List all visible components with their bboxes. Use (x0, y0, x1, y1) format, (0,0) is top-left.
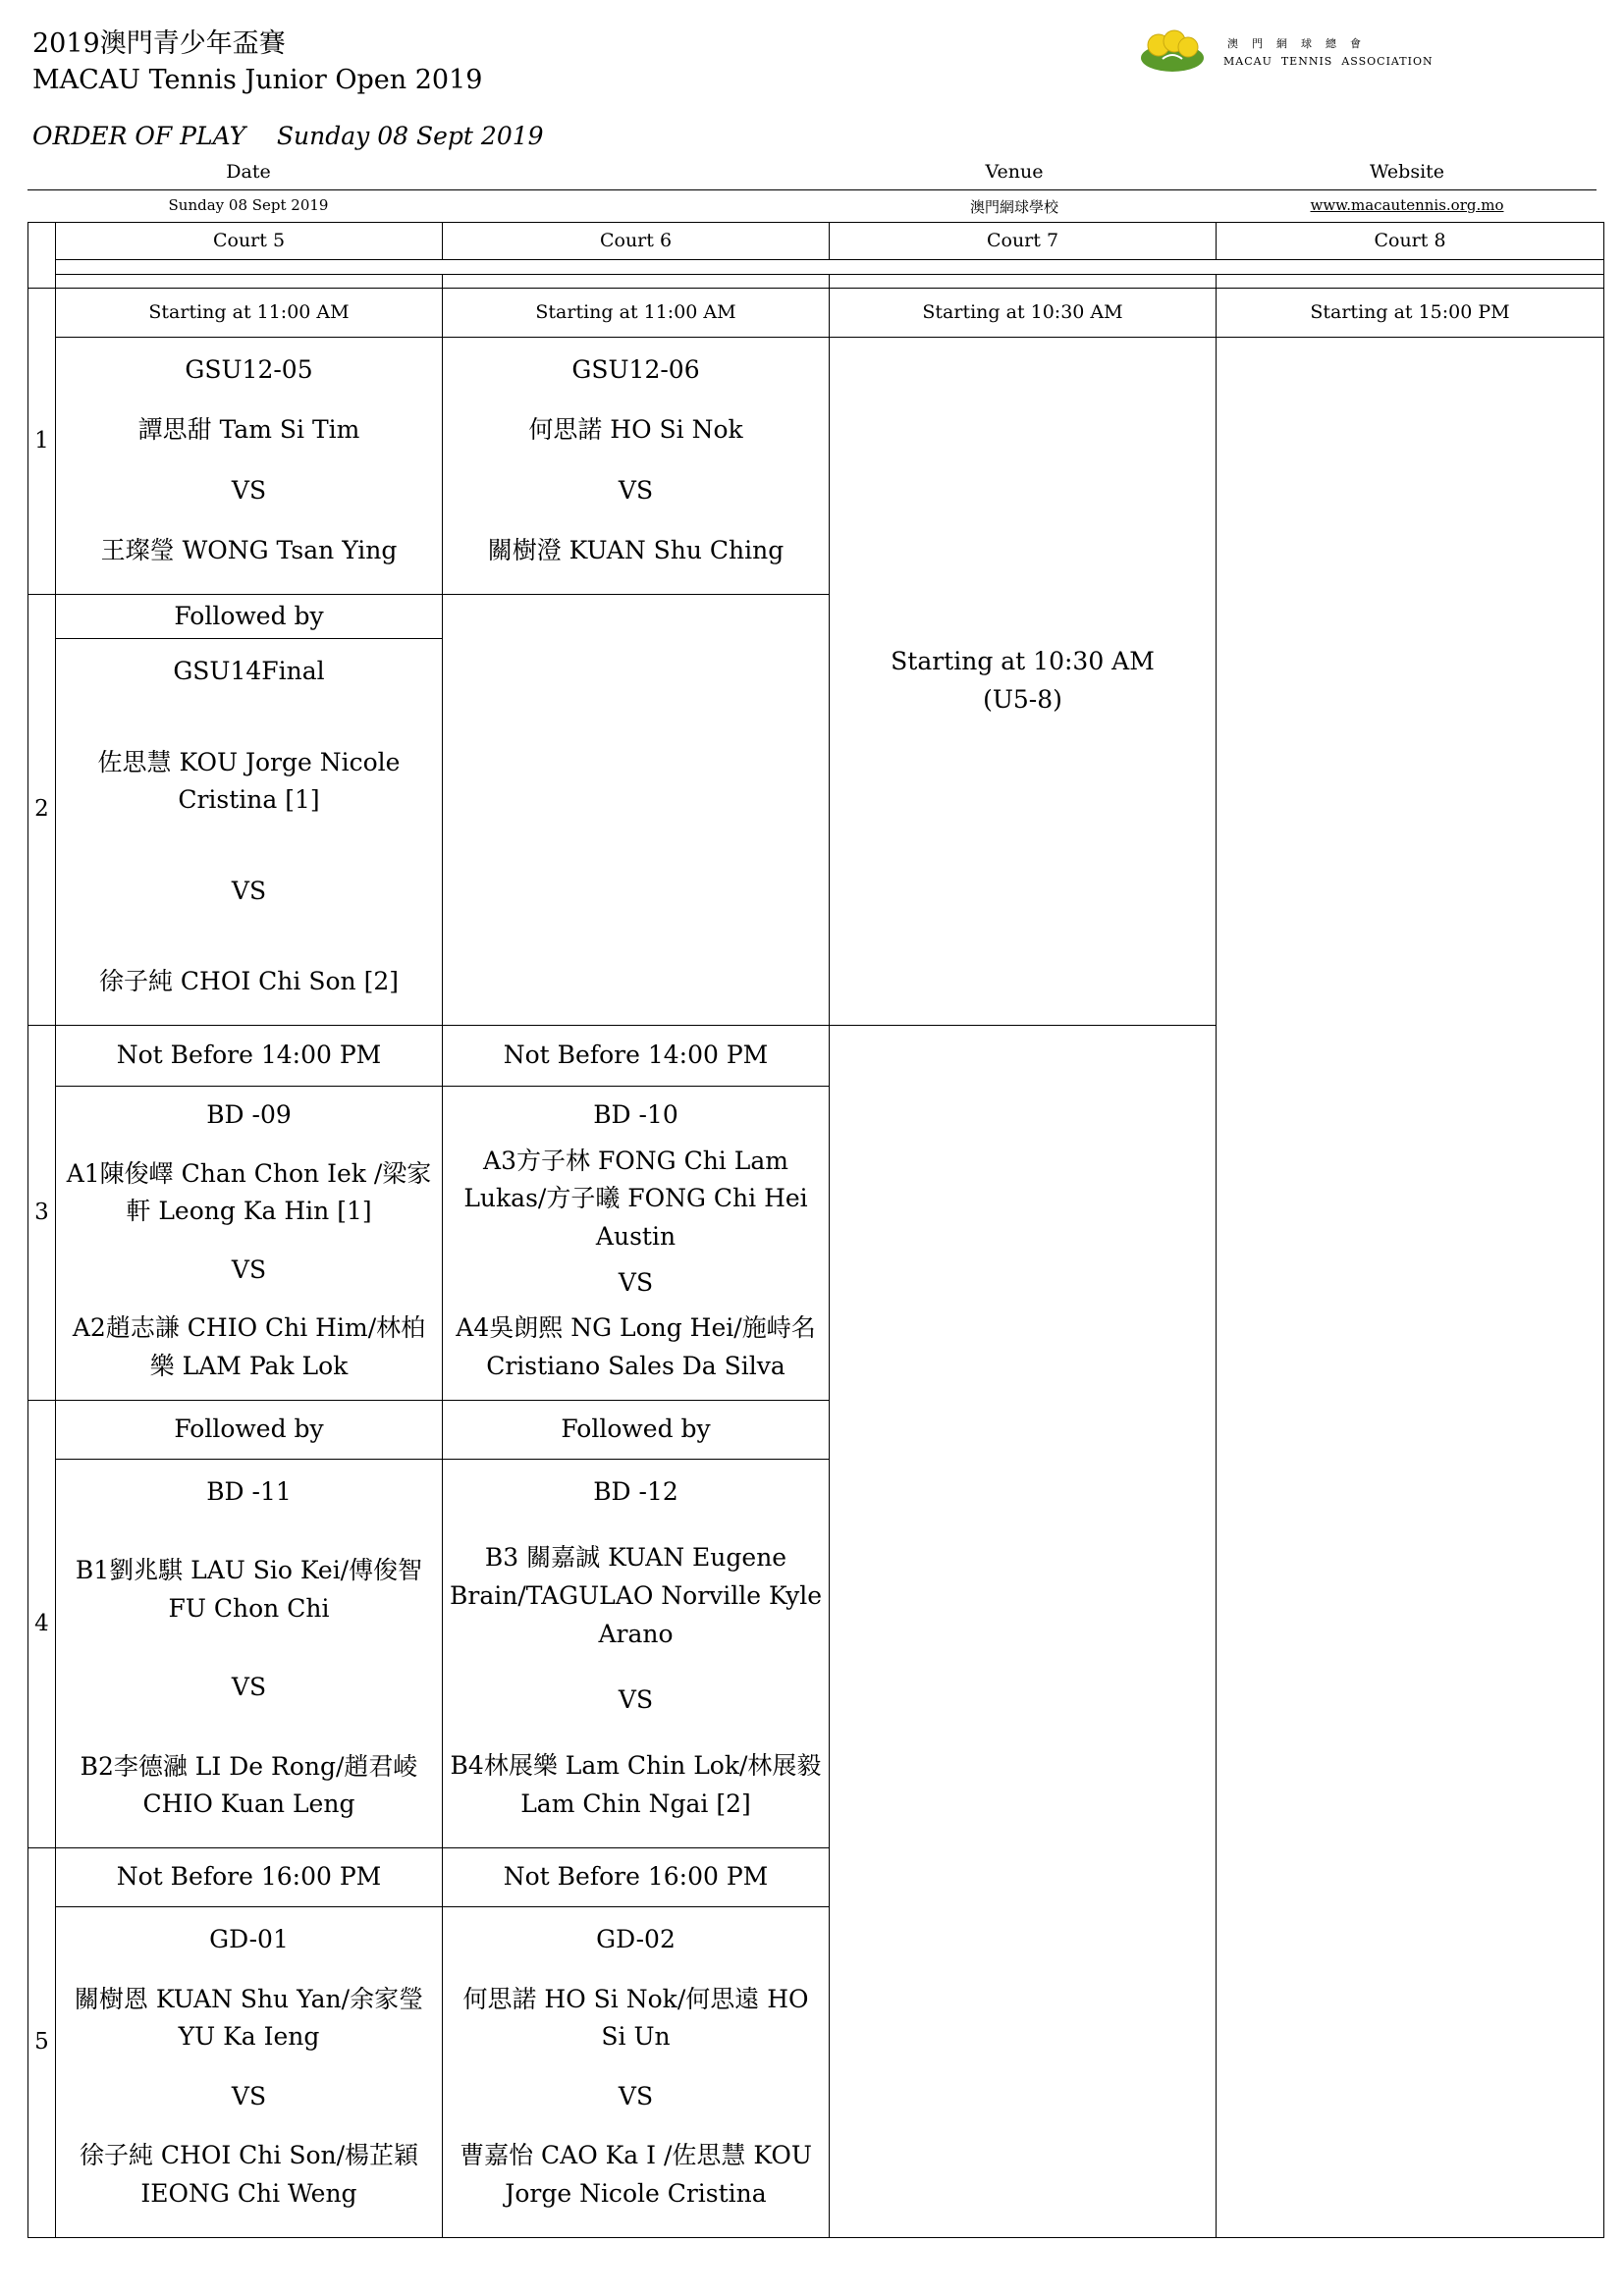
title-english: MACAU Tennis Junior Open 2019 (32, 65, 483, 95)
match-code: GSU12-06 (571, 355, 700, 384)
date-value: Sunday 08 Sept 2019 (168, 196, 329, 214)
spacer-cell (830, 275, 1217, 289)
logo-chinese-name: 澳門網球總會 (1227, 37, 1375, 50)
slot-label: Not Before 16:00 PM (56, 1848, 443, 1907)
match-cell (443, 1907, 830, 2237)
court-header: Court 7 (830, 223, 1217, 260)
header-rule (27, 189, 1597, 190)
empty-cell (443, 595, 830, 1026)
order-of-play-heading: ORDER OF PLAY Sunday 08 Sept 2019 (32, 122, 544, 150)
player-two: 曹嘉怡 CAO Ka I /佐思慧 KOU Jorge Nicole Cristina (460, 2141, 812, 2209)
slot-label: Not Before 16:00 PM (443, 1848, 830, 1907)
match-code: GD-01 (209, 1925, 289, 1953)
player-one: B3 關嘉誠 KUAN Eugene Brain/TAGULAO Norville Kyle Arano (450, 1543, 822, 1648)
player-one: 佐思慧 KOU Jorge Nicole Cristina [1] (97, 747, 401, 815)
title-chinese: 2019澳門青少年盃賽 (32, 28, 286, 59)
match-cell (56, 1907, 443, 2237)
website-link[interactable]: www.macautennis.org.mo (1310, 196, 1504, 214)
logo-english-name: MACAU TENNIS ASSOCIATION (1223, 55, 1434, 68)
match-cell (56, 639, 443, 1026)
player-two: 徐子純 CHOI Chi Son/楊芷穎 IEONG Chi Weng (79, 2141, 419, 2209)
slot-label: Followed by (56, 595, 443, 639)
player-two: 王璨瑩 WONG Tsan Ying (100, 536, 398, 565)
player-one: 何思諾 HO Si Nok/何思遠 HO Si Un (462, 1984, 809, 2052)
player-one: A3方子林 FONG Chi Lam Lukas/方子曦 FONG Chi Hei Austin (463, 1146, 808, 1252)
match-cell (56, 338, 443, 595)
start-time: Starting at 11:00 AM (443, 289, 830, 338)
versus-label: VS (618, 475, 654, 505)
court7-start: Starting at 10:30 AM (891, 647, 1155, 676)
player-one: 譚思甜 Tam Si Tim (137, 415, 360, 445)
website-label: Website (1369, 161, 1445, 183)
match-code: BD -12 (593, 1477, 678, 1506)
schedule-grid (27, 222, 1604, 2238)
spacer-cell (56, 275, 443, 289)
match-cell (56, 1087, 443, 1401)
corner-cell (28, 223, 56, 289)
player-two: 徐子純 CHOI Chi Son [2] (98, 967, 399, 996)
match-cell (443, 1087, 830, 1401)
versus-label: VS (231, 1673, 267, 1702)
player-two: A4吳朗熙 NG Long Hei/施峙名 Cristiano Sales Da Silva (456, 1313, 816, 1381)
date-label: Date (226, 161, 271, 183)
venue-label: Venue (985, 161, 1044, 183)
slot-number: 2 (28, 595, 56, 1026)
court7-category: (U5-8) (983, 685, 1062, 714)
versus-label: VS (618, 2081, 654, 2110)
start-time: Starting at 10:30 AM (830, 289, 1217, 338)
player-one: 何思諾 HO Si Nok (528, 415, 743, 445)
match-code: GSU14Final (173, 657, 325, 685)
player-one: B1劉兆騏 LAU Sio Kei/傅俊智FU Chon Chi (75, 1556, 423, 1623)
slot-label: Not Before 14:00 PM (443, 1026, 830, 1087)
versus-label: VS (231, 1255, 267, 1284)
slot-label: Followed by (56, 1401, 443, 1460)
versus-label: VS (618, 1685, 654, 1715)
court-header: Court 5 (56, 223, 443, 260)
versus-label: VS (618, 1267, 654, 1297)
start-time: Starting at 15:00 PM (1217, 289, 1603, 338)
versus-label: VS (231, 475, 267, 505)
player-one: 關樹恩 KUAN Shu Yan/余家瑩 YU Ka Ieng (74, 1984, 424, 2052)
court7-block (830, 338, 1217, 1026)
match-cell (443, 1460, 830, 1848)
player-two: B4林展樂 Lam Chin Lok/林展毅 Lam Chin Ngai [2] (450, 1751, 822, 1819)
match-code: GSU12-05 (185, 355, 313, 384)
court8-empty (1217, 338, 1603, 2237)
start-time: Starting at 11:00 AM (56, 289, 443, 338)
tennis-ball-logo-icon (1139, 29, 1206, 75)
player-two: A2趙志謙 CHIO Chi Him/林柏樂 LAM Pak Lok (72, 1313, 426, 1381)
slot-number: 3 (28, 1026, 56, 1401)
slot-label: Followed by (443, 1401, 830, 1460)
slot-number: 5 (28, 1848, 56, 2237)
match-code: BD -09 (206, 1100, 292, 1129)
spacer-cell (1217, 275, 1603, 289)
venue-value: 澳門網球學校 (969, 198, 1058, 216)
spacer-cell (443, 275, 830, 289)
slot-label: Not Before 14:00 PM (56, 1026, 443, 1087)
player-two: B2李德瀜 LI De Rong/趙君崚 CHIO Kuan Leng (80, 1751, 418, 1819)
player-two: 關樹澄 KUAN Shu Ching (487, 536, 785, 565)
spacer-row (56, 260, 1603, 275)
match-code: BD -10 (593, 1100, 678, 1129)
match-cell (56, 1460, 443, 1848)
slot-number: 4 (28, 1401, 56, 1848)
slot-number: 1 (28, 289, 56, 595)
court-header: Court 6 (443, 223, 830, 260)
player-one: A1陳俊嶧 Chan Chon Iek /梁家軒 Leong Ka Hin [1] (66, 1158, 432, 1226)
association-logo (1139, 29, 1453, 75)
match-code: BD -11 (206, 1477, 292, 1506)
court7-empty (830, 1026, 1217, 2237)
court-header: Court 8 (1217, 223, 1603, 260)
versus-label: VS (231, 2081, 267, 2110)
match-code: GD-02 (596, 1925, 676, 1953)
match-cell (443, 338, 830, 595)
versus-label: VS (231, 876, 267, 905)
